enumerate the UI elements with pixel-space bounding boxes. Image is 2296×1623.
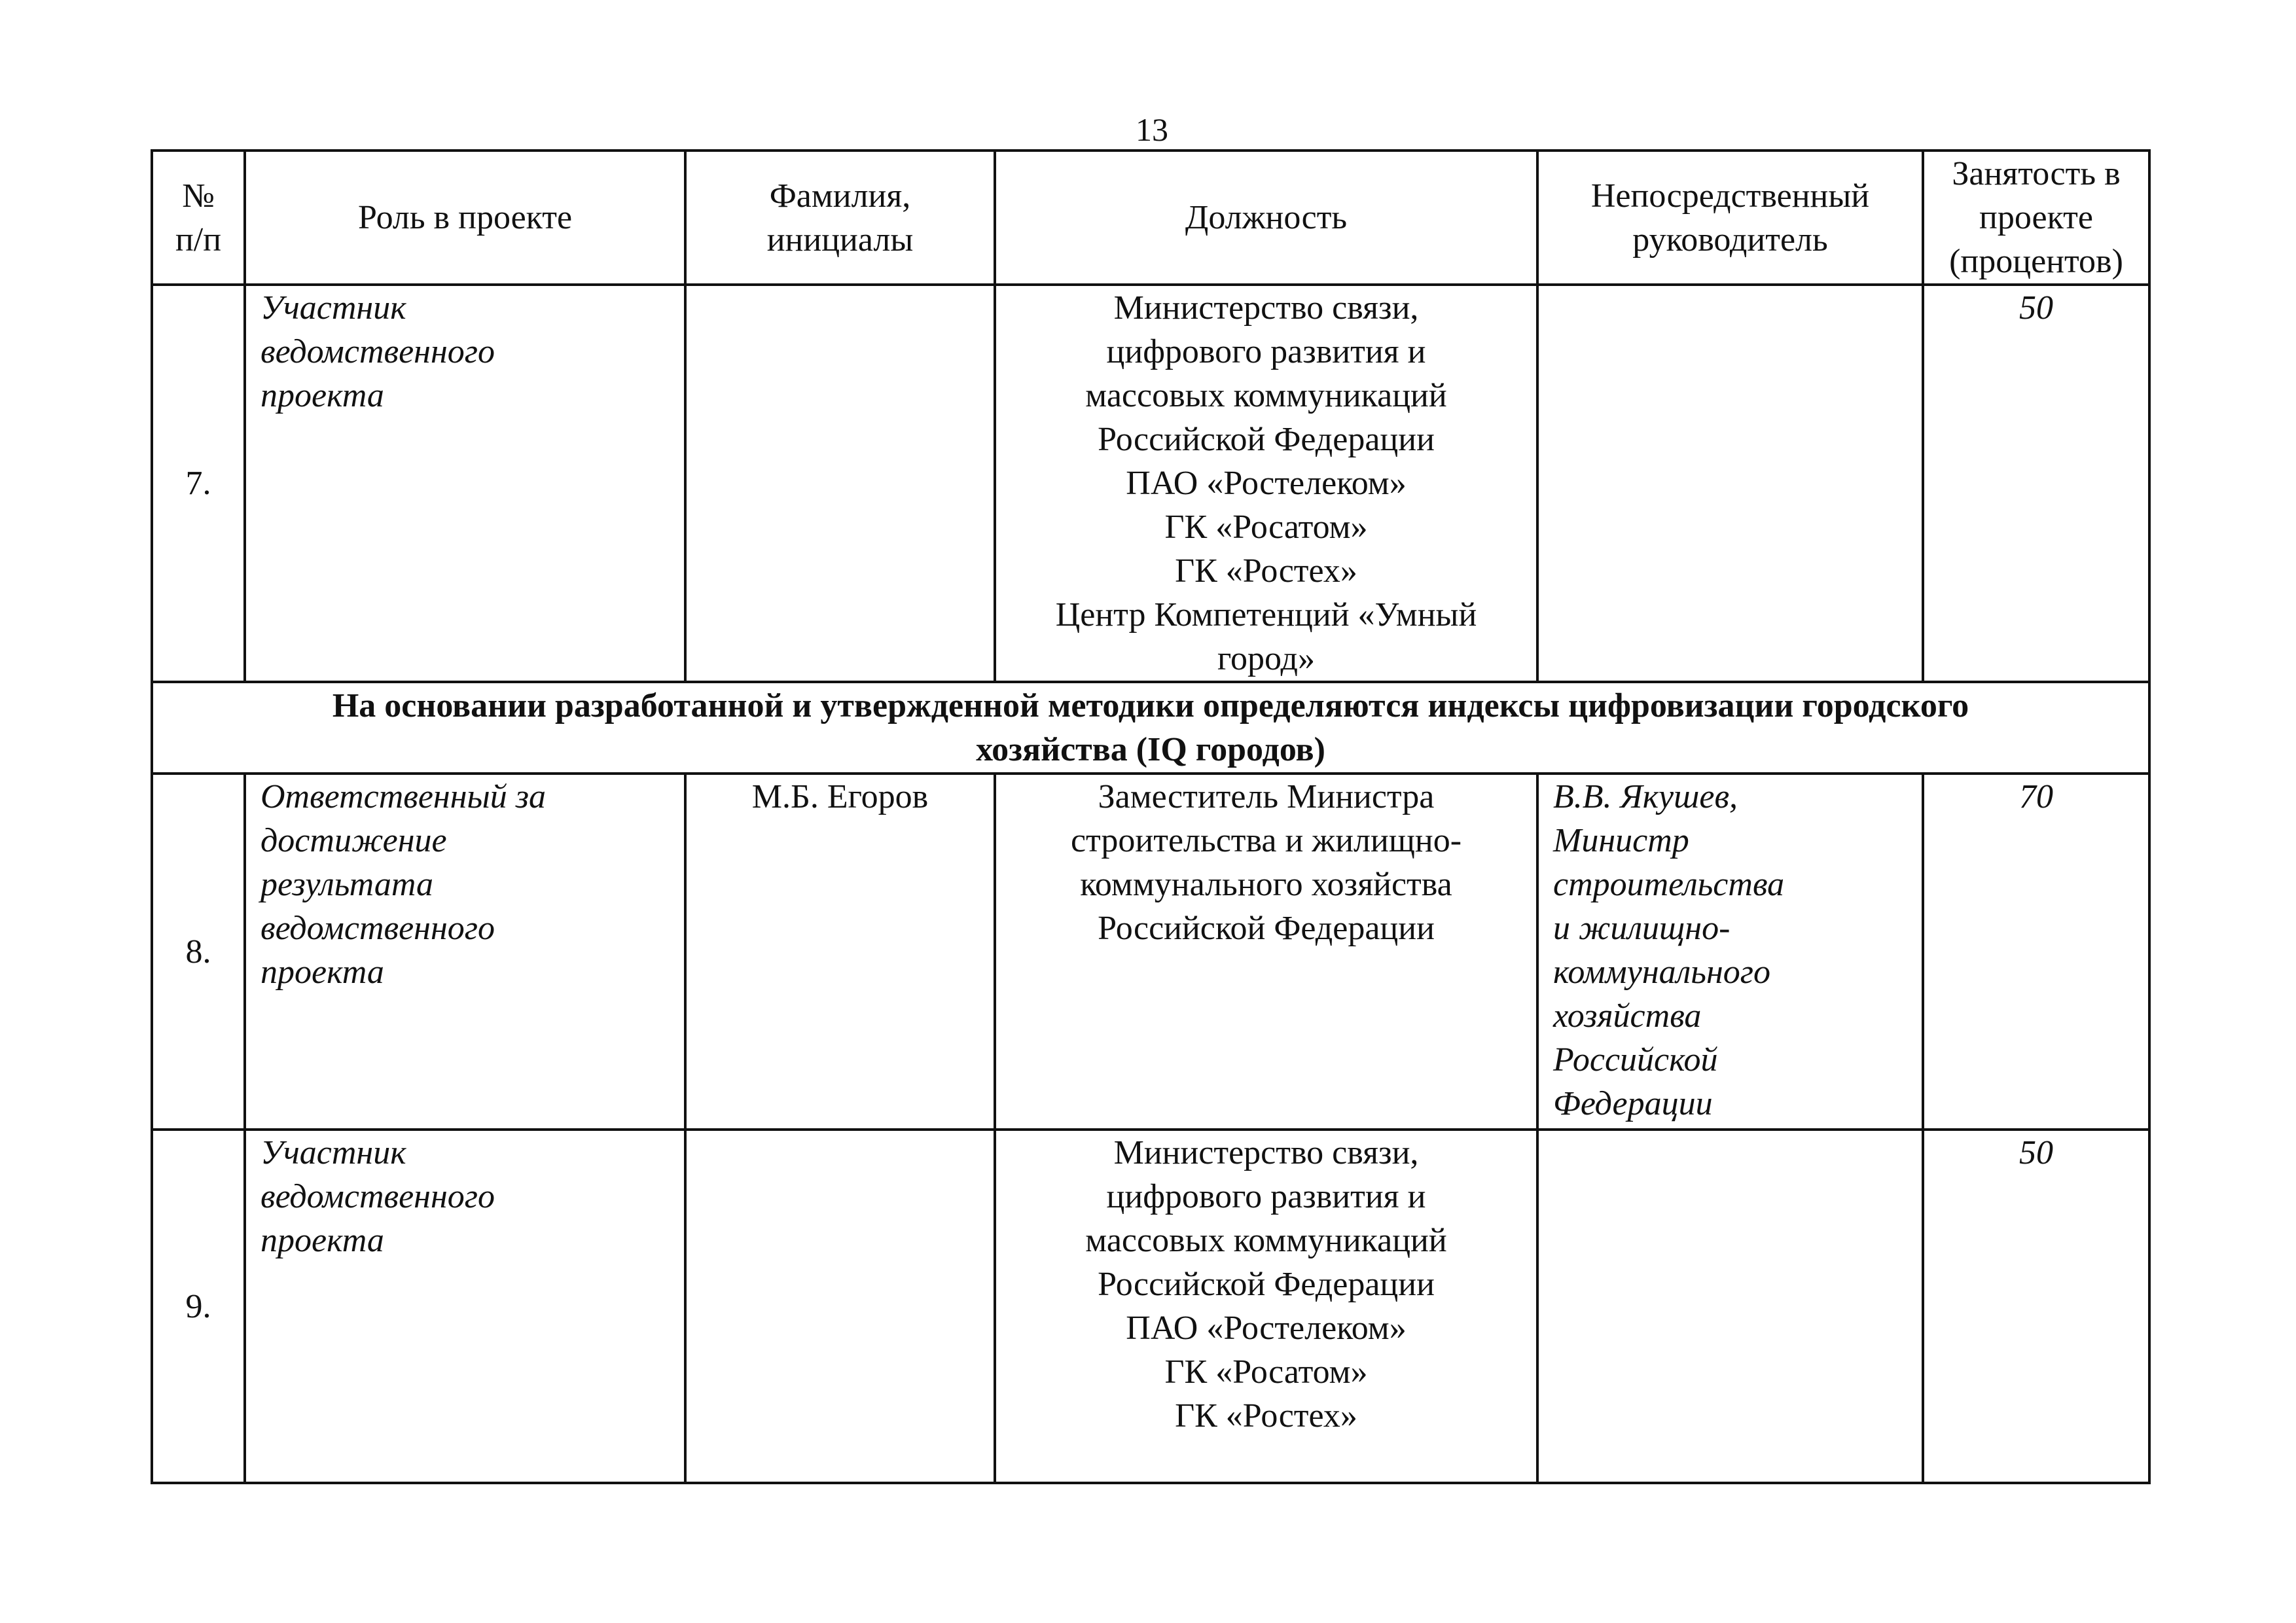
section-heading-row — [152, 682, 2149, 774]
header-role: Роль в проекте — [245, 151, 685, 285]
header-position: Должность — [995, 151, 1537, 285]
table-row — [152, 1130, 2149, 1483]
header-employment: Занятость в проекте (процентов) — [1923, 151, 2149, 285]
name-cell — [685, 285, 995, 682]
employment-cell: 50 — [1923, 1130, 2149, 1483]
page-number: 13 — [1136, 111, 1168, 148]
role-cell: Ответственный за достижение результата ведомственного проекта — [245, 774, 685, 1130]
role-cell: Участник ведомственного проекта — [245, 1130, 685, 1483]
row-number: 7. — [152, 285, 245, 682]
table-header-row — [152, 151, 2149, 285]
manager-cell — [1537, 285, 1923, 682]
section-heading: На основании разработанной и утвержденной методики определяются индексы цифровизации городского хозяйства (IQ городов) — [152, 682, 2149, 774]
table-row — [152, 774, 2149, 1130]
row-number: 9. — [152, 1130, 245, 1483]
manager-cell — [1537, 1130, 1923, 1483]
position-cell: Министерство связи, цифрового развития и массовых коммуникаций Российской Федерации ПАО «Ростелеком» ГК «Росатом» ГК «Ростех» — [995, 1130, 1537, 1483]
project-team-table — [151, 149, 2151, 1484]
table-row — [152, 285, 2149, 682]
position-cell: Заместитель Министра строительства и жилищно- коммунального хозяйства Российской Федерации — [995, 774, 1537, 1130]
position-cell: Министерство связи, цифрового развития и массовых коммуникаций Российской Федерации ПАО «Ростелеком» ГК «Росатом» ГК «Ростех» Центр Компетенций «Умный город» — [995, 285, 1537, 682]
employment-cell: 50 — [1923, 285, 2149, 682]
header-name: Фамилия, инициалы — [685, 151, 995, 285]
name-cell: М.Б. Егоров — [685, 774, 995, 1130]
header-manager: Непосредственный руководитель — [1537, 151, 1923, 285]
employment-cell: 70 — [1923, 774, 2149, 1130]
row-number: 8. — [152, 774, 245, 1130]
role-cell: Участник ведомственного проекта — [245, 285, 685, 682]
name-cell — [685, 1130, 995, 1483]
manager-cell: В.В. Якушев, Министр строительства и жилищно- коммунального хозяйства Российской Федерации — [1537, 774, 1923, 1130]
header-num: № п/п — [152, 151, 245, 285]
